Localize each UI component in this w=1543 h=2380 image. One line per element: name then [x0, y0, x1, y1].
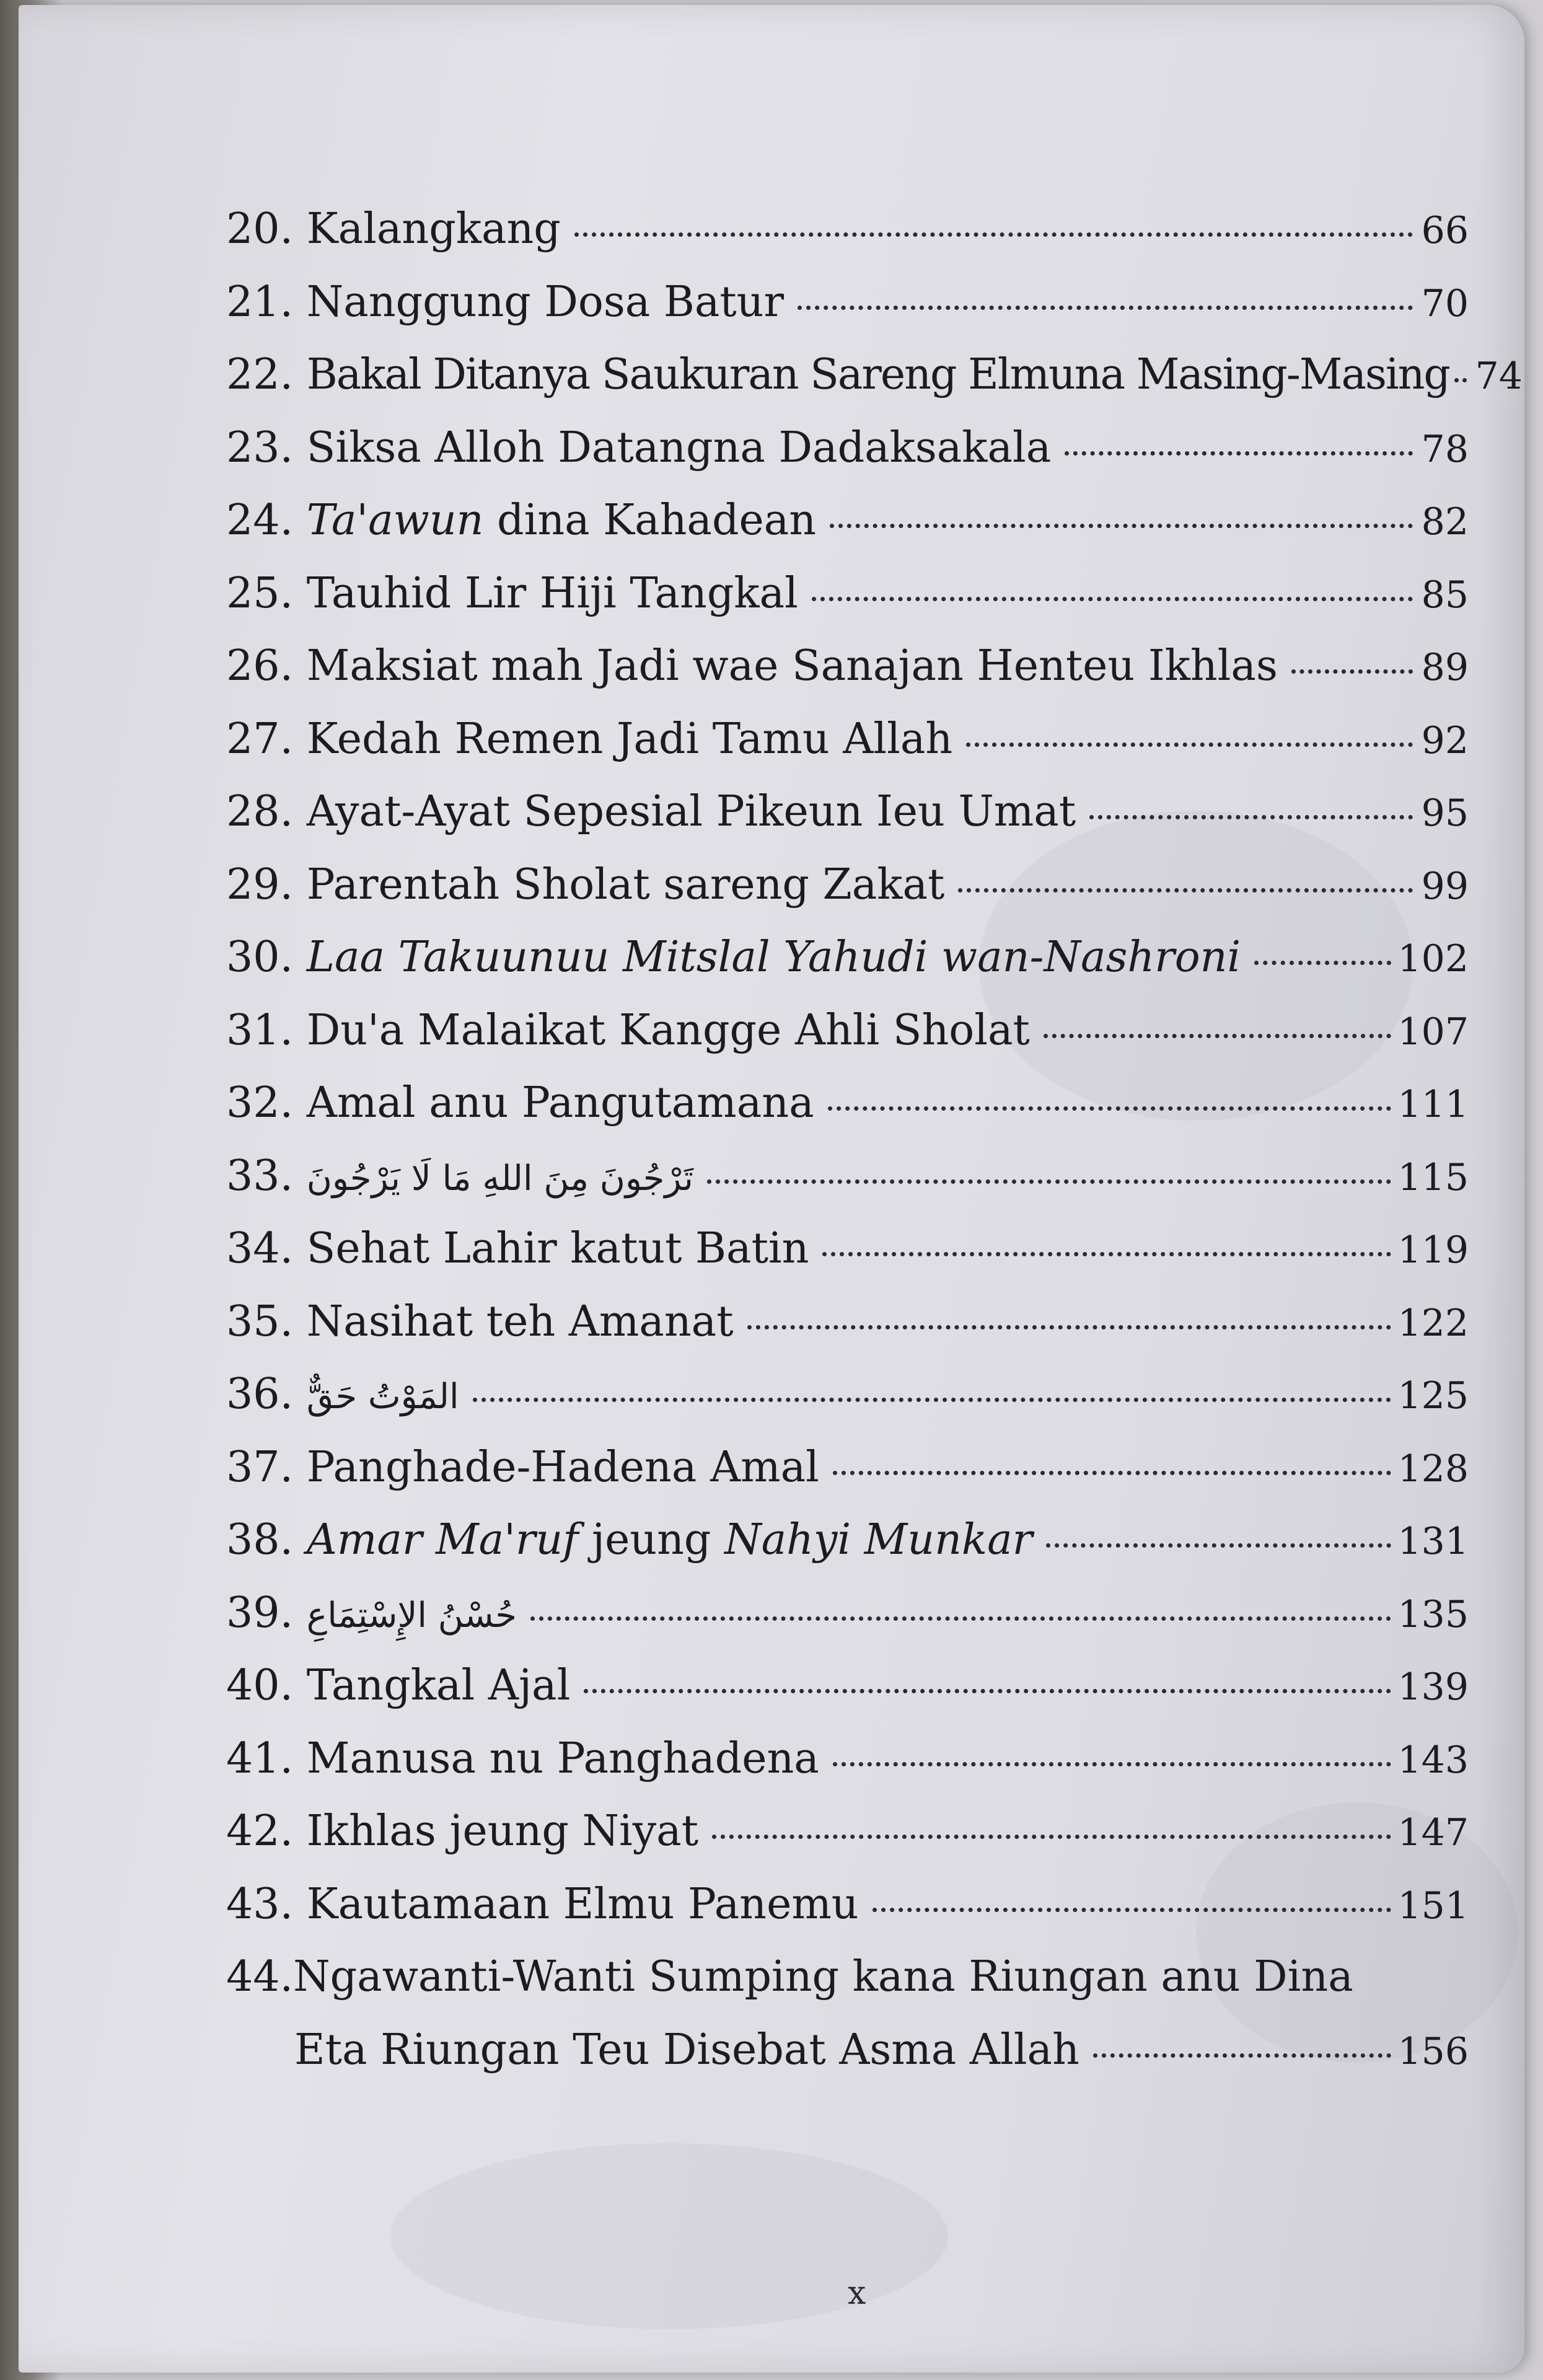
entry-page-number: 74 [1475, 355, 1523, 398]
entry-number: 24. [226, 496, 294, 545]
page-number-footer: x [848, 2275, 866, 2312]
entry-title [307, 1152, 693, 1201]
entry-number: 35. [226, 1297, 294, 1346]
dot-leader [1254, 961, 1391, 965]
toc-entry [226, 1443, 1469, 1516]
toc-entry [226, 1006, 1469, 1079]
entry-title: Ayat-Ayat Sepesial Pikeun Ieu Umat [306, 787, 1076, 836]
entry-page-number: 89 [1421, 646, 1469, 689]
entry-number: 30. [226, 933, 294, 982]
entry-number: 38. [226, 1515, 294, 1564]
entry-title: Tangkal Ajal [306, 1661, 571, 1710]
entry-title-rest: dina Kahadean [483, 496, 817, 545]
toc-entry [226, 1370, 1469, 1443]
toc-entry [226, 860, 1469, 933]
dot-leader [873, 1908, 1392, 1912]
toc-entry [226, 496, 1469, 569]
toc-entry [226, 569, 1469, 642]
entry-number: 31. [226, 1005, 294, 1055]
entry-page-number: 66 [1421, 209, 1469, 252]
dot-leader [712, 1835, 1391, 1839]
entry-page-number: 139 [1397, 1665, 1469, 1709]
entry-title-arabic: حُسْنُ الإِسْتِمَاعِ [306, 1595, 517, 1636]
entry-title: Ikhlas jeung Niyat [306, 1807, 699, 1856]
toc-entry [226, 423, 1469, 496]
entry-page-number: 125 [1397, 1374, 1469, 1417]
entry-number: 26. [226, 641, 294, 690]
entry-title-line-2: Eta Riungan Teu Disebat Asma Allah [294, 2025, 1079, 2074]
entry-number: 23. [226, 423, 294, 472]
entry-number: 20. [226, 205, 294, 253]
entry-title: Siksa Alloh Datangna Dadaksakala [306, 423, 1052, 472]
entry-title-arabic: المَوْتُ حَقٌّ [306, 1377, 459, 1417]
entry-title: Panghade-Hadena Amal [306, 1442, 819, 1492]
entry-title: Kedah Remen Jadi Tamu Allah [306, 714, 953, 764]
toc-entry [226, 1734, 1469, 1807]
entry-number: 25. [226, 568, 294, 618]
dot-leader [1291, 669, 1413, 674]
entry-title: Du'a Malaikat Kangge Ahli Sholat [306, 1005, 1030, 1055]
toc-entry [226, 1952, 1469, 2098]
entry-page-number: 85 [1421, 573, 1469, 617]
entry-number: 28. [226, 787, 294, 836]
entry-line [226, 2025, 1469, 2099]
toc-entry [226, 1807, 1469, 1880]
dot-leader [833, 1762, 1392, 1766]
entry-number: 36. [226, 1370, 294, 1419]
toc-entry [226, 1224, 1469, 1297]
dot-leader [1044, 1034, 1392, 1038]
entry-number: 43. [226, 1879, 294, 1929]
entry-title [307, 496, 816, 545]
toc-entry [226, 715, 1469, 788]
dot-leader [1093, 2053, 1392, 2058]
entry-number: 33. [226, 1151, 294, 1201]
entry-title-connector: jeung [578, 1515, 725, 1564]
dot-leader [1454, 378, 1467, 382]
toc-entry [226, 641, 1469, 715]
entry-page-number: 135 [1397, 1592, 1469, 1636]
entry-page-number: 131 [1397, 1520, 1469, 1563]
entry-page-number: 119 [1397, 1228, 1469, 1272]
entry-page-number: 147 [1397, 1811, 1469, 1854]
entry-number: 42. [226, 1807, 294, 1856]
entry-number: 39. [226, 1588, 294, 1637]
dot-leader [833, 1471, 1392, 1475]
entry-number: 29. [226, 860, 294, 909]
entry-title: Kautamaan Elmu Panemu [306, 1879, 859, 1929]
entry-page-number: 122 [1397, 1301, 1469, 1345]
dot-leader [958, 888, 1413, 892]
toc-entry [226, 1297, 1469, 1370]
toc-entry [226, 350, 1523, 423]
entry-title-arabic: تَرْجُونَ مِنَ اللهِ مَا لَا يَرْجُونَ [306, 1158, 693, 1199]
toc-entry [226, 1078, 1469, 1152]
entry-title: Nasihat teh Amanat [306, 1297, 734, 1346]
dot-leader [812, 597, 1413, 601]
entry-number: 22. [226, 350, 294, 399]
entry-title: Kalangkang [306, 205, 561, 253]
dot-leader [584, 1689, 1391, 1693]
toc-entry [226, 1589, 1469, 1662]
entry-page-number: 102 [1397, 937, 1469, 981]
dot-leader [530, 1616, 1392, 1621]
dot-leader [828, 1106, 1392, 1111]
toc-entry [226, 1880, 1469, 1953]
entry-page-number: 70 [1421, 281, 1469, 325]
toc-entry [226, 205, 1469, 278]
dot-leader [966, 743, 1413, 747]
entry-page-number: 82 [1421, 500, 1469, 544]
entry-title [307, 933, 1241, 982]
entry-page-number: 128 [1397, 1447, 1469, 1491]
entry-number: 41. [226, 1734, 294, 1783]
entry-page-number: 107 [1397, 1010, 1469, 1054]
entry-page-number: 151 [1397, 1884, 1469, 1928]
entry-title: Manusa nu Panghadena [306, 1734, 819, 1783]
toc-entry [226, 278, 1469, 351]
entry-title-italic: Nahyi Munkar [724, 1515, 1033, 1564]
entry-page-number: 115 [1397, 1155, 1469, 1199]
entry-title: Sehat Lahir katut Batin [306, 1224, 809, 1273]
dot-leader [747, 1325, 1392, 1329]
entry-page-number: 99 [1421, 864, 1469, 908]
entry-page-number: 78 [1421, 427, 1469, 471]
entry-title-italic: Amar Ma'ruf [306, 1515, 579, 1564]
entry-number: 44. [226, 1952, 294, 2001]
entry-number: 21. [226, 277, 294, 327]
entry-page-number: 143 [1397, 1738, 1469, 1782]
entry-title: Nanggung Dosa Batur [306, 277, 785, 327]
entry-number: 34. [226, 1224, 294, 1273]
entry-title: Amal anu Pangutamana [306, 1078, 814, 1127]
entry-title [307, 1589, 517, 1637]
entry-title [307, 1370, 459, 1419]
dot-leader [574, 232, 1413, 237]
toc-entry [226, 1515, 1469, 1589]
entry-title: Bakal Ditanya Saukuran Sareng Elmuna Masing-Masing [306, 350, 1449, 399]
entry-number: 37. [226, 1442, 294, 1492]
toc-entry [226, 787, 1469, 860]
entry-page-number: 156 [1397, 2029, 1469, 2073]
dot-leader [1089, 815, 1413, 819]
entry-title: Parentah Sholat sareng Zakat [306, 860, 945, 909]
toc-entry [226, 933, 1469, 1006]
dot-leader [830, 524, 1413, 528]
entry-title [307, 1515, 1032, 1564]
entry-number: 32. [226, 1078, 294, 1127]
dot-leader [1046, 1543, 1391, 1548]
toc-entry [226, 1152, 1469, 1225]
dot-leader [798, 306, 1413, 310]
entry-title-italic: Laa Takuunuu Mitslal Yahudi wan-Nashroni [306, 933, 1241, 982]
toc-entry [226, 1661, 1469, 1734]
entry-line [226, 1952, 1469, 2025]
dot-leader [707, 1179, 1392, 1184]
entry-page-number: 111 [1397, 1083, 1469, 1126]
dot-leader [1065, 451, 1413, 456]
entry-number: 40. [226, 1661, 294, 1710]
table-of-contents [226, 205, 1523, 2098]
entry-two-line-block [226, 1952, 1469, 2098]
entry-title: Tauhid Lir Hiji Tangkal [306, 568, 798, 618]
dot-leader [822, 1252, 1391, 1256]
entry-title-line-1: Ngawanti-Wanti Sumping kana Riungan anu Dina [293, 1952, 1353, 2001]
entry-number: 27. [226, 714, 294, 764]
entry-title-italic: Ta'awun [306, 496, 484, 545]
entry-title: Maksiat mah Jadi wae Sanajan Henteu Ikhlas [306, 641, 1278, 690]
dot-leader [473, 1398, 1392, 1402]
entry-page-number: 92 [1421, 718, 1469, 762]
entry-page-number: 95 [1421, 791, 1469, 835]
